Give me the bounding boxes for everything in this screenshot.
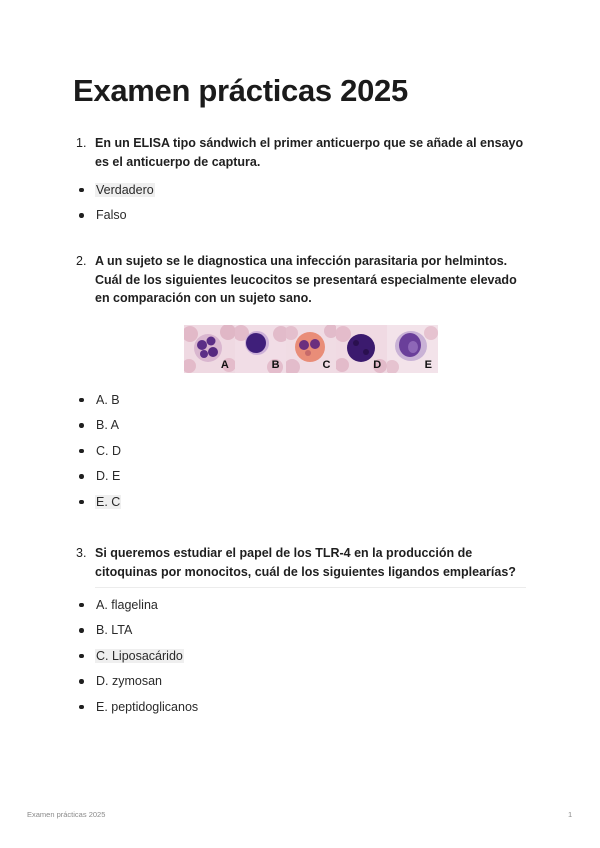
panel-label: B <box>271 359 280 371</box>
bullet-icon <box>76 394 95 406</box>
option-list <box>76 387 526 515</box>
bullet-icon <box>76 445 95 457</box>
image-panel-e <box>387 325 438 373</box>
panel-label: A <box>220 359 229 371</box>
option-item[interactable] <box>76 413 526 439</box>
page-number: 1 <box>568 810 573 819</box>
option-item[interactable] <box>76 489 526 515</box>
panel-label: C <box>322 359 331 371</box>
option-label: B. A <box>96 418 119 433</box>
option-label: Verdadero <box>96 182 154 197</box>
footer-title: Examen prácticas 2025 <box>27 810 106 819</box>
option-label: E. C <box>96 494 121 509</box>
image-panel-b <box>235 325 286 373</box>
image-panel-d <box>336 325 387 373</box>
question-3-header <box>76 544 526 581</box>
bullet-icon <box>76 701 95 713</box>
question-text: En un ELISA tipo sándwich el primer anticuerpo que se añade al ensayo es el anticuerpo de captura. <box>95 136 524 169</box>
question-number: 1. <box>76 136 87 150</box>
question-number: 3. <box>76 546 87 560</box>
panel-label: E <box>424 359 432 371</box>
option-item[interactable] <box>76 592 526 618</box>
option-label: E. peptidoglicanos <box>96 699 199 714</box>
question-text: A un sujeto se le diagnostica una infección parasitaria por helmintos. Cuál de los siguientes leucocitos se presentará especialmente elevado en comparación con un sujeto sano. <box>95 254 517 305</box>
bullet-icon <box>76 496 95 508</box>
option-item[interactable] <box>76 618 526 644</box>
bullet-icon <box>76 470 95 482</box>
option-item[interactable] <box>76 694 526 720</box>
option-label: C. Liposacárido <box>96 648 183 663</box>
option-list <box>76 177 526 228</box>
option-item[interactable] <box>76 203 526 229</box>
question-1-header <box>76 134 526 171</box>
option-label: Falso <box>96 208 127 223</box>
question-text: Si queremos estudiar el papel de los TLR-4 en la producción de citoquinas por monocitos, cuál de los siguientes ligandos emplearías? <box>95 546 516 579</box>
question-2 <box>76 252 526 308</box>
option-item[interactable] <box>76 438 526 464</box>
bullet-icon <box>76 599 95 611</box>
bullet-icon <box>76 209 95 221</box>
bullet-icon <box>76 624 95 636</box>
panel-label: D <box>373 359 382 371</box>
option-item[interactable] <box>76 643 526 669</box>
question-2-header <box>76 252 526 308</box>
option-item[interactable] <box>76 387 526 413</box>
option-label: B. LTA <box>96 623 133 638</box>
option-list <box>76 592 526 720</box>
option-label: A. flagelina <box>96 597 158 612</box>
bullet-icon <box>76 675 95 687</box>
option-label: A. B <box>96 392 120 407</box>
option-label: D. zymosan <box>96 674 162 689</box>
option-item[interactable] <box>76 669 526 695</box>
option-item[interactable] <box>76 177 526 203</box>
question-2-options <box>76 387 526 515</box>
question-number: 2. <box>76 254 87 268</box>
page-title: Examen prácticas 2025 <box>73 73 408 108</box>
image-panel-a <box>184 325 235 373</box>
leukocyte-image <box>184 325 438 373</box>
bullet-icon <box>76 184 95 196</box>
option-item[interactable] <box>76 464 526 490</box>
question-1 <box>76 134 526 228</box>
option-label: D. E <box>96 469 121 484</box>
option-label: C. D <box>96 443 121 458</box>
divider <box>95 587 526 588</box>
bullet-icon <box>76 650 95 662</box>
bullet-icon <box>76 419 95 431</box>
question-3 <box>76 544 526 720</box>
image-panel-c <box>286 325 337 373</box>
